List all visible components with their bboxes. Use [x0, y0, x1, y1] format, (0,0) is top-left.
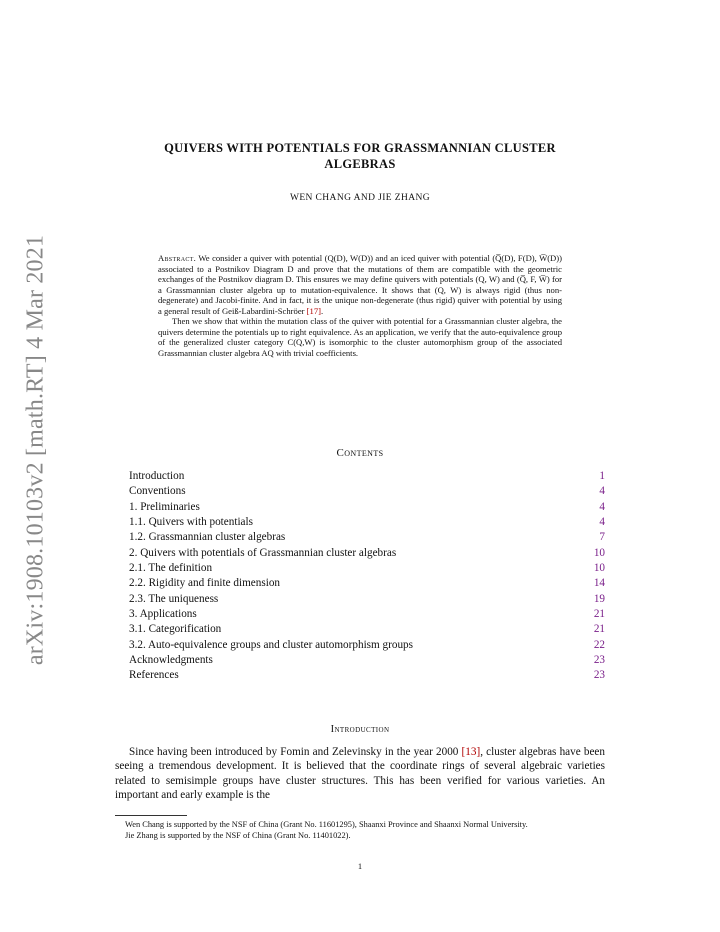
- toc-entry-page[interactable]: 14: [593, 577, 605, 590]
- paper-title-line-1: QUIVERS WITH POTENTIALS FOR GRASSMANNIAN CLUSTER: [164, 141, 556, 155]
- toc-entry[interactable]: [129, 546, 605, 561]
- toc-entry[interactable]: [129, 576, 605, 591]
- citation-link[interactable]: [17]: [306, 305, 321, 316]
- toc-entry[interactable]: [129, 592, 605, 607]
- toc-entry-label: Introduction: [129, 470, 185, 482]
- contents-heading: Contents: [336, 447, 384, 459]
- table-of-contents: [129, 469, 605, 684]
- toc-entry[interactable]: [129, 469, 605, 484]
- toc-entry[interactable]: [129, 668, 605, 683]
- paper-title: [110, 140, 610, 172]
- toc-entry[interactable]: [129, 653, 605, 668]
- toc-entry-label: 2.3. The uniqueness: [129, 592, 219, 605]
- abstract-label: Abstract.: [158, 253, 197, 263]
- toc-entry-label: 2. Quivers with potentials of Grassmannian cluster algebras: [129, 546, 397, 559]
- arxiv-identifier-text: arXiv:1908.10103v2 [math.RT] 4 Mar 2021: [22, 234, 49, 666]
- toc-entry-label: 1.2. Grassmannian cluster algebras: [129, 531, 286, 544]
- toc-entry[interactable]: [129, 530, 605, 545]
- toc-entry[interactable]: [129, 484, 605, 499]
- toc-entry-label: Acknowledgments: [129, 654, 213, 667]
- intro-text-b: , cluster algebras have been seeing a tremendous development. It is believed that the coordinate rings of several algebraic varieties related to semisimple groups have cluster structures. This has been verified for various varieties. An important and early example is the: [115, 746, 605, 801]
- footnotes: [115, 820, 605, 841]
- toc-entry-page[interactable]: 10: [593, 546, 605, 559]
- introduction-paragraph: [115, 745, 605, 802]
- paper-title-line-2: ALGEBRAS: [324, 157, 396, 171]
- citation-link[interactable]: [13]: [461, 746, 481, 758]
- toc-entry-page[interactable]: 19: [593, 592, 605, 605]
- toc-entry-label: 3.1. Categorification: [129, 623, 222, 636]
- toc-entry-label: 2.2. Rigidity and finite dimension: [129, 577, 281, 590]
- toc-entry[interactable]: [129, 561, 605, 576]
- toc-entry[interactable]: [129, 622, 605, 637]
- toc-entry-page[interactable]: 23: [593, 654, 605, 667]
- toc-entry-page[interactable]: 4: [599, 500, 605, 513]
- toc-entry-page[interactable]: 4: [599, 485, 605, 498]
- intro-text-a: Since having been introduced by Fomin and Zelevinsky in the year 2000: [129, 746, 462, 758]
- toc-entry-label: 1. Preliminaries: [129, 500, 200, 513]
- toc-entry-label: 2.1. The definition: [129, 562, 213, 575]
- toc-entry-page[interactable]: 23: [593, 669, 605, 682]
- toc-entry[interactable]: [129, 638, 605, 653]
- page-number: 1: [357, 861, 363, 871]
- footnote-divider: [115, 815, 187, 816]
- abstract: [158, 253, 562, 358]
- toc-entry-label: Conventions: [129, 485, 186, 498]
- toc-entry-label: References: [129, 669, 179, 682]
- toc-entry[interactable]: [129, 607, 605, 622]
- introduction-heading: Introduction: [330, 724, 390, 735]
- toc-entry-page[interactable]: 22: [593, 638, 605, 651]
- abstract-text-1a: We consider a quiver with potential (Q(D), W(D)) and an iced quiver with potential (Q̅(D), F(D), W̅(D)) associated to a Postnikov Diagram D and prove that the mutations of them are compatible with the geometric exchanges of the Postnikov diagram D. This ensures we may define quivers with potentials (Q, W) and (Q̅, F, W̅) for a Grassmannian cluster algebra up to mutation-equivalence. It shows that (Q, W) is always rigid (thus non-degenerate) and Jacobi-finite. And in fact, it is the unique non-degenerate (thus rigid) quiver with potential by using a general result of Geiß-Labardini-Schröer: [158, 253, 562, 316]
- toc-entry-page[interactable]: 21: [593, 608, 605, 621]
- toc-entry-page[interactable]: 21: [593, 623, 605, 636]
- toc-entry-page[interactable]: 7: [599, 531, 605, 544]
- toc-entry-page[interactable]: 4: [599, 516, 605, 529]
- footnote-1: Wen Chang is supported by the NSF of China (Grant No. 11601295), Shaanxi Province and Shaanxi Normal University.: [125, 820, 528, 829]
- toc-entry-page[interactable]: 1: [599, 470, 605, 482]
- toc-entry-page[interactable]: 10: [593, 562, 605, 575]
- abstract-text-1b: .: [320, 305, 324, 316]
- abstract-paragraph-2: Then we show that within the mutation class of the quiver with potential for a Grassmannian cluster algebra, the quivers determine the potentials up to right equivalence. As an application, we verify that the auto-equivalence group of the generalized cluster category C(Q,W) is isomorphic to the cluster automorphism group of the associated Grassmannian cluster algebra AQ with trivial coefficients.: [158, 316, 562, 358]
- toc-entry[interactable]: [129, 500, 605, 515]
- footnote-2: Jie Zhang is supported by the NSF of China (Grant No. 11401022).: [125, 830, 351, 840]
- toc-entry[interactable]: [129, 515, 605, 530]
- arxiv-identifier-stamp: [14, 234, 58, 666]
- paper-authors: WEN CHANG AND JIE ZHANG: [289, 193, 431, 203]
- toc-entry-label: 1.1. Quivers with potentials: [129, 516, 253, 529]
- toc-entry-label: 3.2. Auto-equivalence groups and cluster automorphism groups: [129, 638, 413, 651]
- toc-entry-label: 3. Applications: [129, 608, 197, 621]
- abstract-paragraph-1: [158, 253, 562, 316]
